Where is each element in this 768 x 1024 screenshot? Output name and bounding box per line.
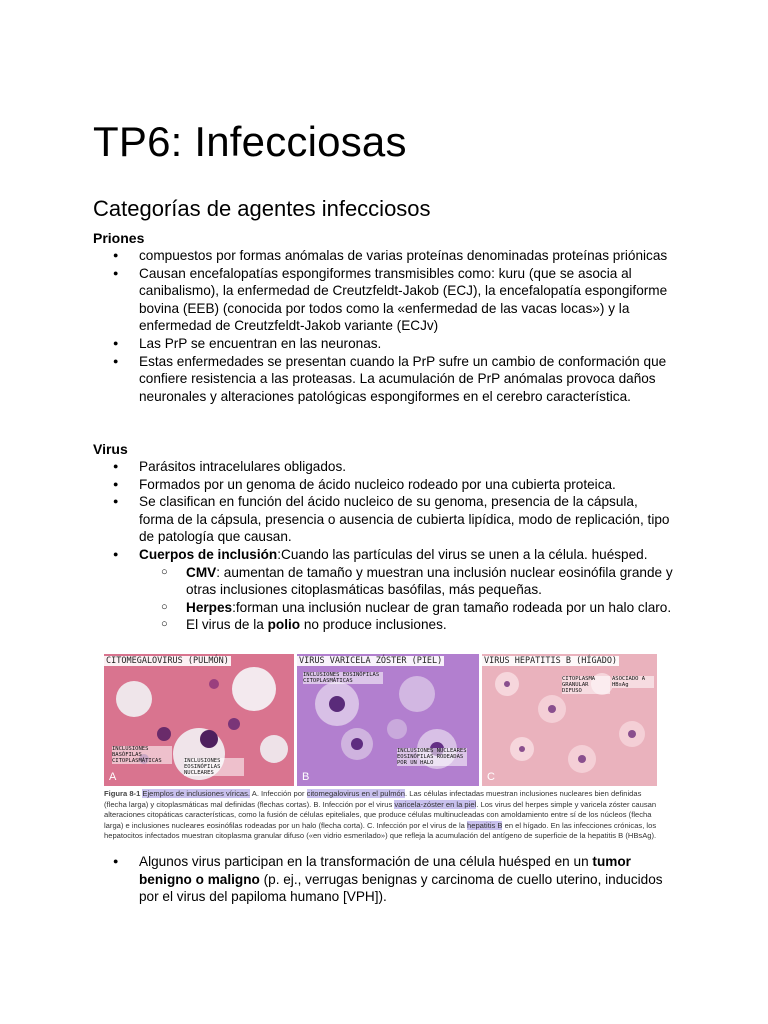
- virus-heading: Virus: [93, 441, 128, 457]
- polio-pre: El virus de la: [186, 617, 268, 633]
- figure-panels: [104, 654, 657, 786]
- sub-item-cmv: [93, 564, 673, 599]
- figure-caption: [104, 789, 657, 842]
- panel-title: VIRUS VARICELA ZÓSTER (PIEL): [299, 656, 443, 666]
- list-item: ● Causan encefalopatías espongiformes transmisibles como: kuru (que se asocia al canibalismo), la enfermedad de Creutzfeldt-Jakob (ECJ), la encefalopatía espongiforme bovina (EEB) (conocida por todos como la «enfermedad de las vacas locas») y la enfermedad de Creutzfeldt-Jakob variante (ECJv): [93, 265, 673, 335]
- list-item: ● Estas enfermedades se presentan cuando la PrP sufre un cambio de conformación que confiere resistencia a las proteasas. La acumulación de PrP anómalas provoca daños neuronales y alteraciones patológicas espongiformes en el cerebro característica.: [93, 353, 673, 406]
- panel-letter: C: [487, 771, 495, 783]
- figure-panel-b: [297, 654, 479, 786]
- herpes-text: :forman una inclusión nuclear de gran tamaño rodeada por un halo claro.: [232, 599, 672, 615]
- panel-annotation: INCLUSIONES EOSINÓFILAS NUCLEARES: [184, 758, 244, 776]
- tumor-post: (p. ej., verrugas benignas y carcinoma de cuello uterino, inducidos por el virus del papiloma humano [VPH]).: [139, 871, 663, 905]
- list-item-cuerpos: [93, 546, 673, 564]
- caption-highlight: hepatitis B: [467, 820, 503, 830]
- caption-highlight: varicela-zóster en la piel: [394, 799, 477, 809]
- caption-text: . Los virus del herpes simple y varicela zóster causan alteraciones citopáticas características, como la fusión de células epiteliales, que produce células multinucleadas con amoldamiento entre sí de los núcleos (flecha larga) e inclusiones nucleares eosinófilas rodeadas por un halo (flecha corta). C. Infección por el virus de la: [104, 799, 657, 830]
- tumor-bold: tumor benigno o maligno: [139, 854, 631, 887]
- list-item: ● compuestos por formas anómalas de varias proteínas denominadas proteínas priónicas: [93, 247, 673, 265]
- figure-panel-c: [482, 654, 657, 786]
- panel-letter: A: [109, 771, 117, 783]
- sub-item-polio: [93, 616, 673, 634]
- panel-annotation: INCLUSIONES BASÓFILAS CITOPLASMÁTICAS: [112, 746, 172, 764]
- cmv-text: : aumentan de tamaño y muestran una inclusión nuclear eosinófila grande y otras inclusiones citoplasmáticas basófilas, más pequeñas.: [186, 564, 673, 598]
- herpes-bold: Herpes: [186, 599, 233, 615]
- list-item: ● Parásitos intracelulares obligados.: [93, 458, 673, 476]
- caption-highlight: citomegalovirus en el pulmón: [306, 789, 405, 798]
- panel-letter: B: [302, 771, 310, 783]
- panel-annotation: INCLUSIONES EOSINÓFILAS CITOPLASMÁTICAS: [303, 672, 383, 684]
- virus-section: [93, 440, 673, 634]
- list-item: ● Se clasifican en función del ácido nucleico de su genoma, presencia de la cápsula, forma de la cápsula, presencia o ausencia de cubierta lipídica, modo de replicación, tipo de patología que causan.: [93, 493, 673, 546]
- caption-figure-number: Figura 8-1: [104, 789, 141, 798]
- cmv-bold: CMV: [186, 564, 217, 580]
- figure-panel-a: [104, 654, 294, 786]
- caption-text: . Las células infectadas muestran inclusiones nucleares bien definidas (flecha larga) y citoplasmáticas mal definidas (flechas cortas). B. Infección por el virus: [104, 789, 642, 809]
- priones-heading: Priones: [93, 230, 145, 246]
- virus-section-continued: [93, 853, 673, 906]
- tumor-pre: Algunos virus participan en la transformación de una célula huésped en un: [139, 854, 593, 869]
- polio-post: no produce inclusiones.: [300, 617, 447, 633]
- list-item: ● Las PrP se encuentran en las neuronas.: [93, 335, 673, 353]
- polio-bold: polio: [267, 617, 301, 633]
- panel-title: CITOMEGALOVIRUS (PULMÓN): [106, 656, 229, 666]
- cuerpos-text: :Cuando las partículas del virus se unen a la célula. huésped.: [277, 546, 648, 562]
- cuerpos-bold: Cuerpos de inclusión: [139, 546, 278, 562]
- caption-text: en el hígado. En las infecciones crónicas, los hepatocitos infectados muestran citoplasma granular difuso («en vidrio esmerilado») que refleja la acumulación del antígeno de superficie de la hepatitis B (HBsAg).: [104, 820, 657, 840]
- panel-annotation: ASOCIADO A HBsAg: [612, 676, 654, 688]
- section-heading: Categorías de agentes infecciosos: [93, 196, 431, 221]
- priones-list: [93, 247, 673, 405]
- priones-section: [93, 229, 673, 405]
- panel-annotation: INCLUSIONES NUCLEARES EOSINÓFILAS RODEADAS POR UN HALO: [397, 748, 467, 766]
- virus-list-continued: [93, 853, 673, 906]
- list-item-tumor: [93, 853, 673, 906]
- virus-list: [93, 458, 673, 634]
- caption-highlight: Ejemplos de inclusiones víricas.: [142, 789, 251, 798]
- sub-item-herpes: [93, 599, 673, 617]
- figure-inclusiones: [104, 654, 657, 842]
- histology-image-c: [482, 654, 657, 786]
- panel-title: VIRUS HEPATITIS B (HÍGADO): [484, 656, 618, 666]
- caption-text: A. Infección por: [250, 789, 307, 798]
- page-title: TP6: Infecciosas: [93, 118, 407, 165]
- list-item: ● Formados por un genoma de ácido nucleico rodeado por una cubierta proteica.: [93, 476, 673, 494]
- panel-annotation: CITOPLASMA GRANULAR DIFUSO: [562, 676, 610, 694]
